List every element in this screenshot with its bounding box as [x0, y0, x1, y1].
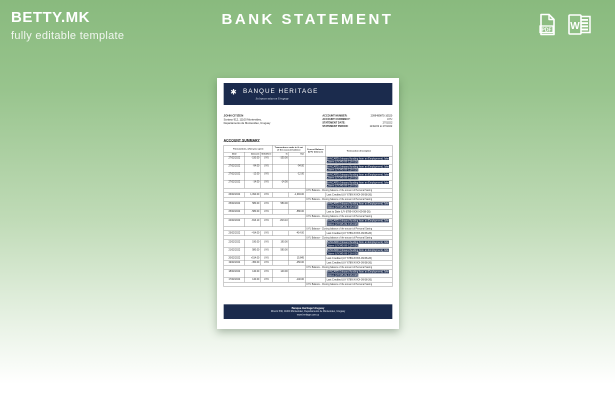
header-description: Transaction description — [325, 145, 392, 156]
transaction-description-cell: Last Credited (UY 6789-XXXX-09-58-26) — [325, 231, 392, 236]
bank-header-bar — [224, 83, 393, 105]
transaction-row: 18/02/2022 140.00 UYU 140.00 BANCARD (Inbound funding from an Employment) John Citizen (UY345-09-C16-026) — [224, 269, 392, 277]
transaction-row: 23/02/2022 -414.00 UYU -414.00 Last Credited (UY 6789-XXXX-09-58-26) — [224, 231, 392, 236]
sub-header-cell: Debit/Cre — [261, 152, 272, 156]
bank-logo-icon: ✱ — [230, 87, 237, 96]
transaction-row: 21/02/2022 580.00 UYU 580.00 BANCARD (Inbound funding from an Employment) John Citizen (UY345-09-C16-026) — [224, 248, 392, 256]
transaction-row: 22/02/2022 190.00 UYU 190.00 BANCARD (Inbound funding from an Employment) John Citizen (UY345-09-C16-026) — [224, 240, 392, 248]
statement-document-preview — [217, 78, 399, 329]
transaction-row: 27/02/2022 -150.00 UYU -150.00 BANCARD (Inbound funding from an Employment) John Citizen (UY345-09-C16-026) — [224, 156, 392, 164]
balance-row — [224, 282, 392, 286]
customer-address-block — [224, 114, 271, 128]
sub-header-cell: In — [272, 152, 288, 156]
closing-balance-cell: UYU Balance - Closing balance of the amount of Personal Saving — [305, 197, 392, 201]
transaction-description-cell: BANCARD (Inbound funding from an Employment) John Citizen (UY345-09-C16-026) — [325, 172, 392, 180]
transaction-description-cell: BANCARD (Inbound funding from an Employment) John Citizen (UY345-09-C16-026) — [325, 201, 392, 209]
brand-logo: BETTY.MK — [11, 9, 90, 26]
transaction-row: 26/02/2022 1,094.00 UYU -1,094.00 Last Credited (UY 6789-XXXX-09-58-26) — [224, 192, 392, 197]
sub-header-cell: Amount — [245, 152, 261, 156]
bank-name: BANQUE HERITAGE — [242, 87, 319, 95]
footer-bank-address: Rincón 530, 11000 Montevideo, Departamento de Montevideo, Uruguay — [270, 310, 346, 313]
transaction-row: 19/02/2022 -450.00 UYU -450.00 Last Credited (UY 6789-XXXX-09-58-26) — [224, 260, 392, 265]
transaction-description-cell: Last to Date (UY 6789-XXXX-09-58-26) — [325, 209, 392, 214]
bank-tagline: Su banco suizo en Uruguay — [255, 96, 289, 101]
transaction-description-cell: BANCARD (Inbound funding from an Employment) John Citizen (UY345-09-C16-026) — [325, 240, 392, 248]
footer-bank-website: www.heritage.com.uy — [296, 313, 320, 316]
transaction-description-cell: Last Credited (UY 6789-XXXX-09-58-26) — [325, 256, 392, 261]
transaction-description-cell: BANCARD (Inbound funding from an Employment) John Citizen (UY345-09-C16-026) — [325, 218, 392, 226]
transaction-description-cell: BANCARD (Inbound funding from an Employment) John Citizen (UY345-09-C16-026) — [325, 164, 392, 172]
transaction-row: 27/02/2022 -14.00 UYU -14.00 BANCARD (Inbound funding from an Employment) John Citizen (UY345-09-C16-026) — [224, 180, 392, 188]
account-detail-row: ACCOUNT CURRENCY: UYU — [322, 117, 393, 121]
transaction-row: 27/02/2022 -12.00 UYU -12.00 BANCARD (Inbound funding from an Employment) John Citizen (UY345-09-C16-026) — [224, 172, 392, 180]
transaction-row: 24/02/2022 -813.10 UYU -813.10 BANCARD (Inbound funding from an Employment) John Citizen (UY345-09-C16-026) — [224, 218, 392, 226]
account-detail-row: STATEMENT DATE: 27/02/22 — [322, 120, 393, 124]
pdf-file-icon[interactable] — [539, 13, 556, 36]
statement-table-body — [224, 156, 392, 286]
closing-balance-cell: UYU Balance - Closing balance of the amount of Personal Saving — [305, 188, 392, 192]
transaction-description-cell: BANCARD (Inbound funding from an Employment) John Citizen (UY345-09-C16-026) — [325, 269, 392, 277]
customer-address-line2: Departamento de Montevideo, Uruguay — [223, 121, 271, 125]
transaction-row: 27/02/2022 -94.00 UYU -94.00 BANCARD (Inbound funding from an Employment) John Citizen (UY345-09-C16-026) — [224, 164, 392, 172]
transaction-description-cell: Last Credited (UY 6789-XXXX-09-58-26) — [325, 277, 392, 282]
header-group-row — [224, 145, 392, 152]
transactions-table — [224, 145, 393, 286]
account-summary-title: ACCOUNT SUMMARY — [223, 138, 260, 143]
transaction-description-cell: BANCARD (Inbound funding from an Employment) John Citizen (UY345-09-C16-026) — [325, 180, 392, 188]
transaction-description-cell: Last Credited (UY 6789-XXXX-09-58-26) — [325, 260, 392, 265]
brand-subtitle: fully editable template — [11, 30, 125, 42]
transaction-description-cell: BANCARD (Inbound funding from an Employment) John Citizen (UY345-09-C16-026) — [325, 156, 392, 164]
header-spent: Transactions, what you spent — [224, 145, 273, 152]
customer-address-line1: Soriano 912, 11100 Montevideo, — [223, 117, 262, 121]
page-title: BANK STATEMENT — [221, 11, 394, 28]
header-inout: Transactions made in & out of the account balance — [272, 145, 305, 152]
header-balance: Current Balance (UYU balance) — [305, 145, 325, 156]
svg-text:W: W — [570, 21, 580, 32]
word-file-icon[interactable] — [568, 14, 593, 35]
closing-balance-cell: UYU Balance - Closing balance of the amount of Personal Saving — [305, 214, 392, 218]
transaction-description-cell: Last Credited (UY 6789-XXXX-09-58-26) — [325, 192, 392, 197]
transaction-row: 20/02/2022 +514.00 UYU 15,845 Last Credited (UY 6789-XXXX-09-58-26) — [224, 256, 392, 261]
footer-bank-name: Banque Heritage Uruguay — [291, 306, 325, 310]
transaction-row: 25/02/2022 580.00 UYU 580.00 BANCARD (Inbound funding from an Employment) John Citizen (UY345-09-C16-026) — [224, 201, 392, 209]
transaction-description-cell: BANCARD (Inbound funding from an Employment) John Citizen (UY345-09-C16-026) — [325, 248, 392, 256]
closing-balance-cell: UYU Balance - Closing balance of the amount of Personal Saving — [305, 265, 392, 269]
account-detail-row: STATEMENT PERIOD: 11/02/22 to 27/02/22 — [322, 124, 393, 128]
closing-balance-cell: UYU Balance - Closing balance of the amount of Personal Saving — [305, 282, 392, 286]
transaction-row: 25/02/2022 -580.00 UYU -580.00 Last to Date (UY 6789-XXXX-09-58-26) — [224, 209, 392, 214]
closing-balance-cell: UYU Balance - Closing balance of the amount of Personal Saving — [305, 235, 392, 239]
account-details — [322, 114, 392, 128]
statement-info-section — [224, 114, 393, 128]
download-icons — [539, 13, 593, 36]
bank-footer-bar — [224, 304, 393, 319]
account-detail-row: ACCOUNT NUMBER: 2099489875-10520 — [322, 113, 393, 117]
sub-header-cell: Date — [224, 152, 245, 156]
svg-text:PDF: PDF — [541, 27, 552, 34]
transaction-row: 17/02/2022 140.00 UYU -140.00 Last Credited (UY 6789-XXXX-09-58-26) — [224, 277, 392, 282]
sub-header-cell: Out — [289, 152, 305, 156]
customer-name: JOHN CITIZEN — [223, 113, 244, 118]
closing-balance-cell: UYU Balance - Closing balance of the amount of Personal Saving — [305, 226, 392, 230]
